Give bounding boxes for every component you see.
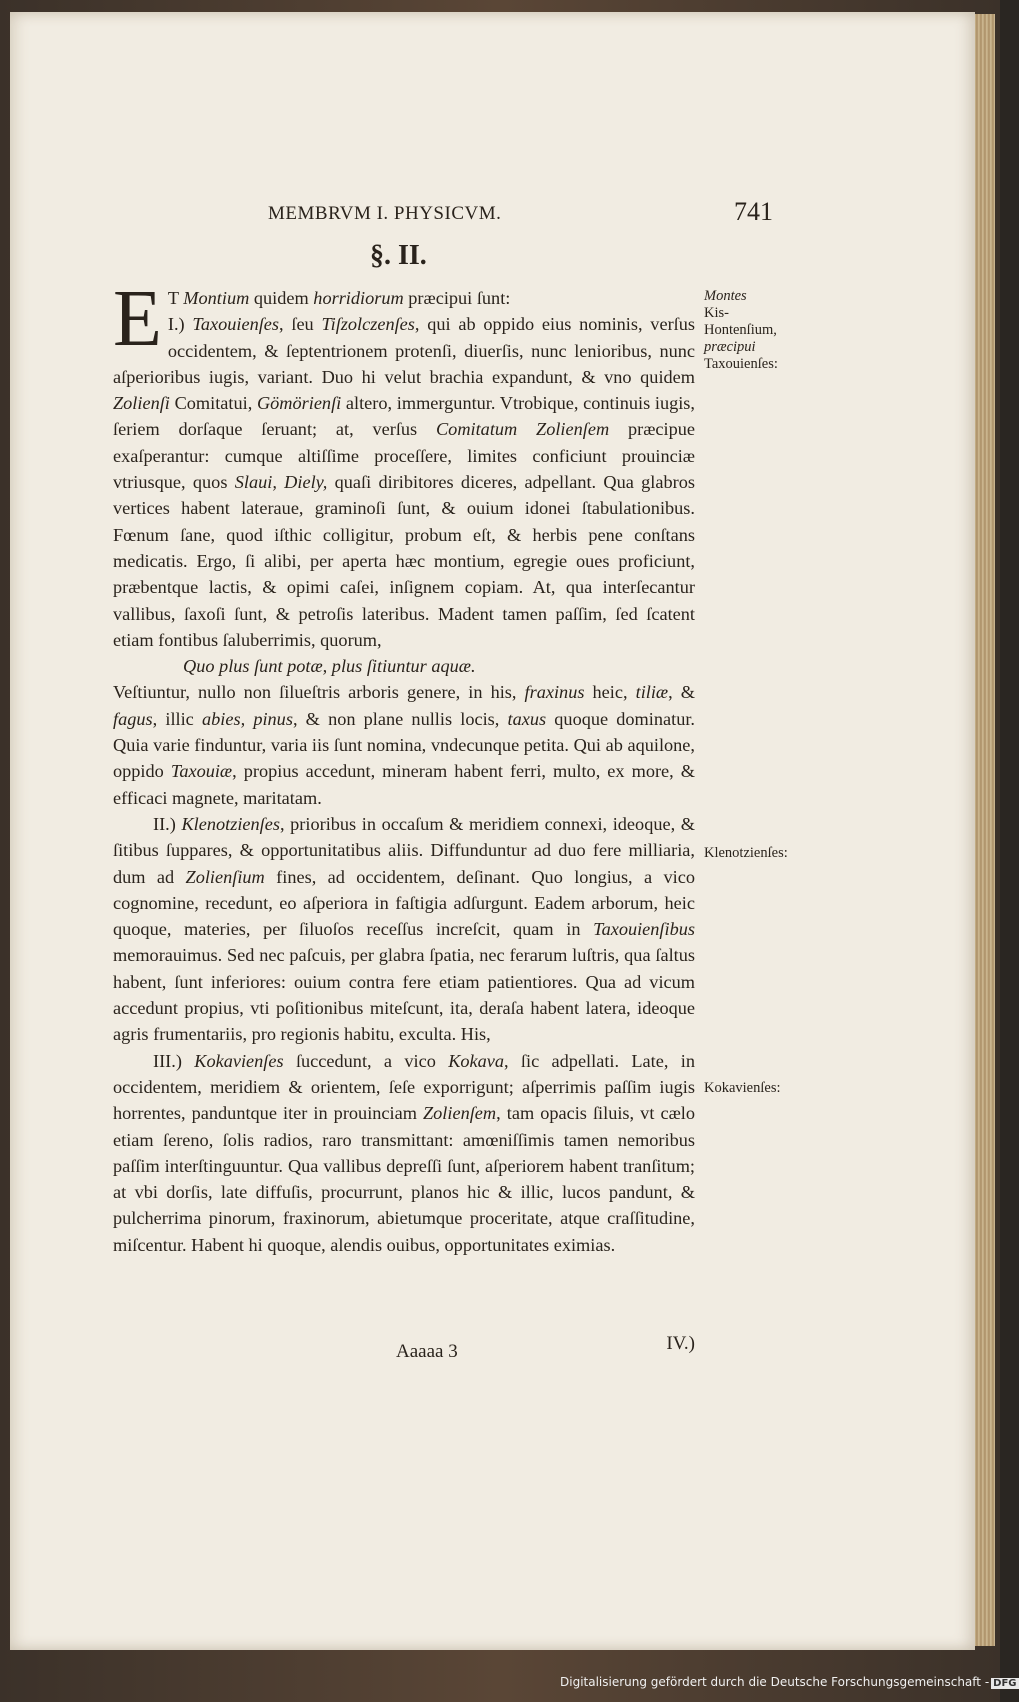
digitization-credit [560, 1675, 1017, 1689]
paragraph-kokavienses: III.) Kokavienſes ſuccedunt, a vico Kokava, ſic adpellati. Late, in occidentem, meridiem & orientem, ſeſe exporrigunt; aſperrimis paſſim iugis horrentes, panduntque iter in prouinciam Zolienſem, tam opacis ſiluis, vt cælo etiam ſereno, ſolis radios, raro transmittant: amœniſſimis tamen nemoribus paſſim interſtinguuntur. Qua vallibus depreſſi ſunt, aſperiorem habent tranſitum; at vbi dorſis, late diffuſis, procurrunt, planos hic & illic, lucos pandunt, & pulcherrima pinorum, fraxinorum, abietumque proceritate, atque craſſitudine, miſcentur. Habent hi quoque, alendis ouibus, opportunitates eximias. [113, 1050, 695, 1255]
paragraph-intro: E T Montium quidem horridiorum præcipui ſunt: I.) Taxouienſes, ſeu Tiſzolczenſes, qui ab oppido eius nominis, verſus occidentem, & ſeptentrionem protenſi, diuerſis, nunc lenioribus, nunc aſperioribus iugis, variant. Duo hi velut brachia expandunt, & vno quidem Zolienſi Comitatui, Gömörienſi altero, immerguntur. Vtrobique, continuis iugis, ſeriem dorſaque ſeruant; at, verſus Comitatum Zolienſem præcipue exaſperantur: cumque altiſſime proceſſere, limites conficiunt prouinciæ vtriusque, quos Slaui, Diely, quaſi diribitores diceres, adpellant. Qua glabros vertices habent lateraue, graminoſi ſunt, & ouium idonei ſtabulationibus. Fœnum ſane, quod iſthic colligitur, probum eſt, & herbis pene conſtans medicatis. Ergo, ſi alibi, per aperta hæc montium, egregie oues proficiunt, præbentque lactis, & opimi caſei, inſignem copiam. At, qua interſecantur vallibus, ſaxoſi ſunt, & petroſis lateribus. Madent tamen paſſim, ſed ſcatent etiam fontibus ſaluberrimis, quorum, [113, 275, 695, 650]
credit-text: Digitalisierung gefördert durch die Deutsche Forschungsgemeinschaft - [560, 1675, 990, 1689]
page-footer [113, 1333, 695, 1361]
marginal-note-klenotzienses: Klenotzienſes: [704, 845, 788, 861]
paragraph-vestiuntur: Veſtiuntur, nullo non ſilueſtris arboris genere, in his, fraxinus heic, tiliæ, & fagus, illic abies, pinus, & non plane nullis locis, taxus quoque dominatur. Quia varie finduntur, varia iis ſunt nomina, vndecunque petita. Qui ab aquilone, oppido Taxouiæ, propius accedunt, mineram habent ferri, multo, ex more, & efficaci magnete, maritatam. [113, 682, 695, 808]
signature-mark: Aaaaa 3 [396, 1341, 458, 1362]
page-number: 741 [734, 197, 773, 226]
main-text [113, 275, 695, 1258]
page-edges [975, 14, 995, 1646]
verse-quote: Quo plus ſunt potæ, plus ſitiuntur aquæ. [183, 656, 476, 677]
dfg-logo: DFG [993, 1678, 1017, 1689]
running-head: MEMBRVM I. PHYSICVM. [268, 203, 502, 224]
marginal-note-kokavienses: Kokavienſes: [704, 1080, 781, 1096]
paragraph-klenotzienses: II.) Klenotzienſes, prioribus in occaſum & meridiem connexi, ideoque, & ſitibus ſuppares, & opportunitatibus aliis. Diffunduntur ad duo fere milliaria, dum ad Zolienſium fines, ad occidentem, deſinant. Quo longius, a vico cognomine, recedunt, eo aſperiora in faſtigia adſurgunt. Eadem arborum, heic quoque, materies, per ſiluoſos receſſus increſcit, quam in Taxouienſibus memorauimus. Sed nec paſcuis, per glabra ſpatia, nec ferarum luſtris, qua ſaltus habent, ſunt inferiores: ouium contra fere etiam patientiores. Qua ad vicum accedunt propius, vti poſitionibus miteſcunt, ita, deraſa habent latera, ideoque agris frumentariis, pro regionis habitu, exculta. His, [113, 813, 695, 1045]
catchword: IV.) [666, 1333, 695, 1354]
marginal-note-montes: Montes Kis-Hontenſium, præcipui Taxouienſes: [704, 288, 778, 372]
section-heading: §. II. [370, 240, 427, 271]
drop-cap: E [113, 275, 162, 363]
